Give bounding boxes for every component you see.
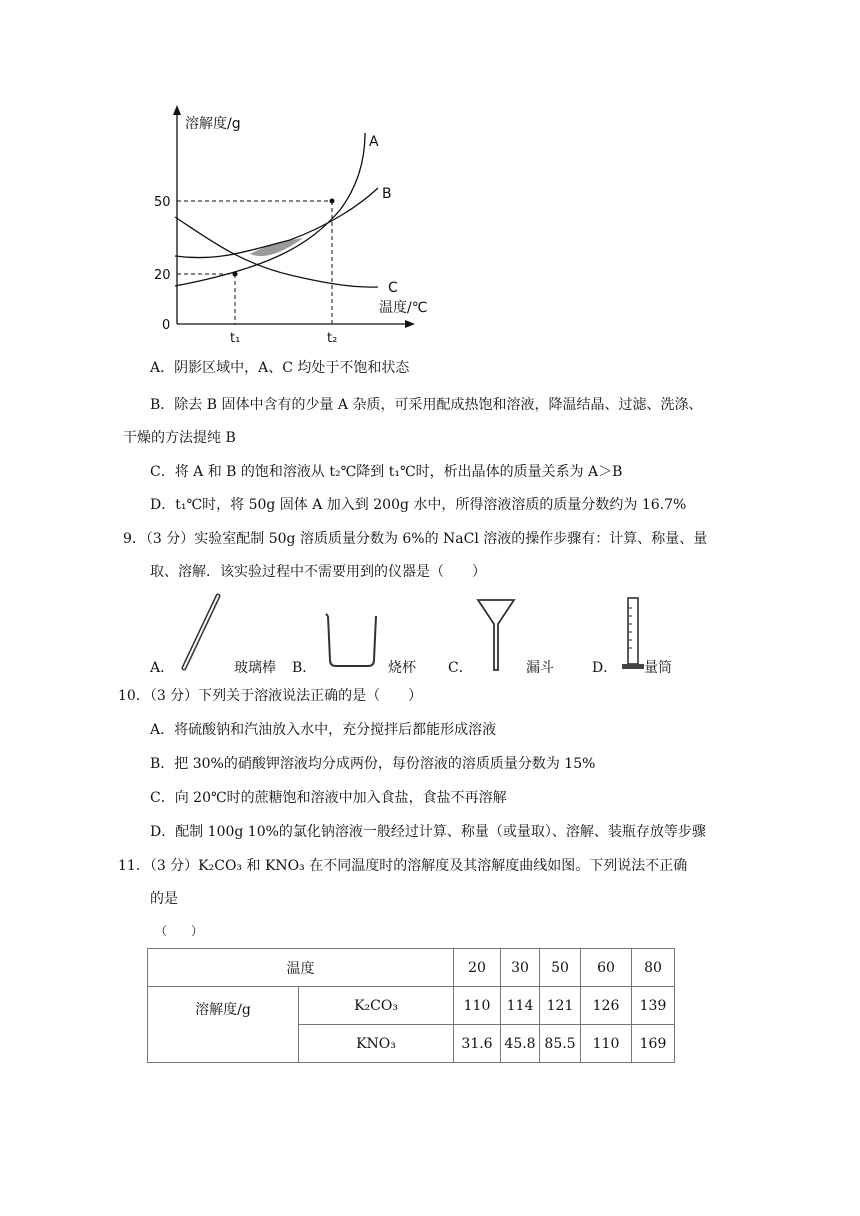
curve-label-A: A <box>369 134 379 150</box>
q10-stem: 10．（3 分）下列关于溶液说法正确的是（ ） <box>118 688 423 704</box>
table-cell: 45.8 <box>501 1025 540 1063</box>
glass-rod-icon <box>176 592 226 674</box>
solubility-graph <box>150 100 450 350</box>
q8-option-D: D．t₁℃时，将 50g 固体 A 加入到 200g 水中，所得溶液溶质的质量分数约为 16.7% <box>150 497 687 513</box>
y-axis-label: 溶解度/g <box>185 116 241 132</box>
beaker-icon <box>322 610 382 670</box>
table-cell: 110 <box>581 1025 632 1063</box>
y-tick-20: 20 <box>154 268 171 283</box>
table-cell: 139 <box>632 987 675 1025</box>
q8-option-B-line1: B．除去 B 固体中含有的少量 A 杂质，可采用配成热饱和溶液，降温结晶、过滤、洗涤、 <box>150 397 703 413</box>
table-cell: 169 <box>632 1025 675 1063</box>
table-temp-cell: 20 <box>454 949 501 987</box>
q9-option-B-name: 烧杯 <box>388 660 416 676</box>
curve-label-C: C <box>388 280 398 296</box>
q9-option-C-letter: C． <box>448 660 473 676</box>
q8-option-B-line2: 干燥的方法提纯 B <box>123 430 236 446</box>
table-cell: 114 <box>501 987 540 1025</box>
solubility-table <box>147 948 675 1063</box>
q8-option-C: C．将 A 和 B 的饱和溶液从 t₂℃降到 t₁℃时，析出晶体的质量关系为 A＞B <box>150 464 623 480</box>
table-row <box>148 987 675 1025</box>
funnel-icon <box>474 596 518 678</box>
point-t1 <box>233 272 238 277</box>
table-row-header <box>148 949 675 987</box>
q9-option-A-letter: A． <box>150 660 175 676</box>
table-cell: 110 <box>454 987 501 1025</box>
q9-option-B-letter: B． <box>292 660 317 676</box>
q11-stem-line2: 的是 <box>150 891 178 907</box>
q10-option-C: C．向 20℃时的蔗糖饱和溶液中加入食盐，食盐不再溶解 <box>150 790 507 806</box>
table-cell: 31.6 <box>454 1025 501 1063</box>
q8-option-A: A．阴影区域中，A、C 均处于不饱和状态 <box>150 360 410 376</box>
q11-text2: 在不同温度时的溶解度及其溶解度曲线如图。下列说法不正确 <box>304 858 688 874</box>
x-axis-label: 温度/℃ <box>379 300 428 316</box>
table-header-temperature: 温度 <box>148 949 454 987</box>
table-row-name: K₂CO₃ <box>299 987 454 1025</box>
table-temp-cell: 80 <box>632 949 675 987</box>
table-row-name: KNO₃ <box>299 1025 454 1063</box>
graduated-cylinder-icon <box>620 594 646 674</box>
q9-option-D-letter: D． <box>592 660 618 676</box>
curve-label-B: B <box>382 186 392 202</box>
q11-text1: 和 <box>242 858 265 874</box>
q10-option-D: D．配制 100g 10%的氯化钠溶液一般经过计算、称量（或量取）、溶解、装瓶存放等步骤 <box>150 824 706 840</box>
q9-options <box>150 588 710 688</box>
y-tick-50: 50 <box>154 195 171 210</box>
table-temp-cell: 50 <box>540 949 581 987</box>
table-cell: 85.5 <box>540 1025 581 1063</box>
q9-option-A-name: 玻璃棒 <box>234 660 276 676</box>
q11-k2co3: K₂CO₃ <box>198 858 243 874</box>
q9-stem-line2: 取、溶解．该实验过程中不需要用到的仪器是（ ） <box>150 564 486 580</box>
table-row-group-label: 溶解度/g <box>148 987 299 1063</box>
q10-option-B: B．把 30%的硝酸钾溶液均分成两份，每份溶液的溶质质量分数为 15% <box>150 756 596 772</box>
table-temp-cell: 60 <box>581 949 632 987</box>
q11-answer-blank: （ ） <box>155 924 204 938</box>
q10-option-A: A．将硫酸钠和汽油放入水中，充分搅拌后都能形成溶液 <box>150 722 497 738</box>
table-cell: 121 <box>540 987 581 1025</box>
q11-number: 11．（3 分） <box>118 858 199 874</box>
q9-option-D-name: 量筒 <box>644 660 672 676</box>
x-axis-arrow <box>405 320 415 328</box>
x-tick-t1: t₁ <box>230 331 241 346</box>
point-t2 <box>330 199 335 204</box>
y-axis-arrow <box>173 105 181 115</box>
q11-stem-line1 <box>118 856 687 876</box>
q11-kno3: KNO₃ <box>264 858 305 874</box>
table-temp-cell: 30 <box>501 949 540 987</box>
q9-stem-line1: 9．（3 分）实验室配制 50g 溶质质量分数为 6%的 NaCl 溶液的操作步骤有：计算、称量、量 <box>123 531 708 547</box>
curve-A <box>175 133 365 286</box>
x-tick-t2: t₂ <box>327 331 338 346</box>
table-cell: 126 <box>581 987 632 1025</box>
y-tick-0: 0 <box>162 318 171 333</box>
q9-option-C-name: 漏斗 <box>526 660 554 676</box>
